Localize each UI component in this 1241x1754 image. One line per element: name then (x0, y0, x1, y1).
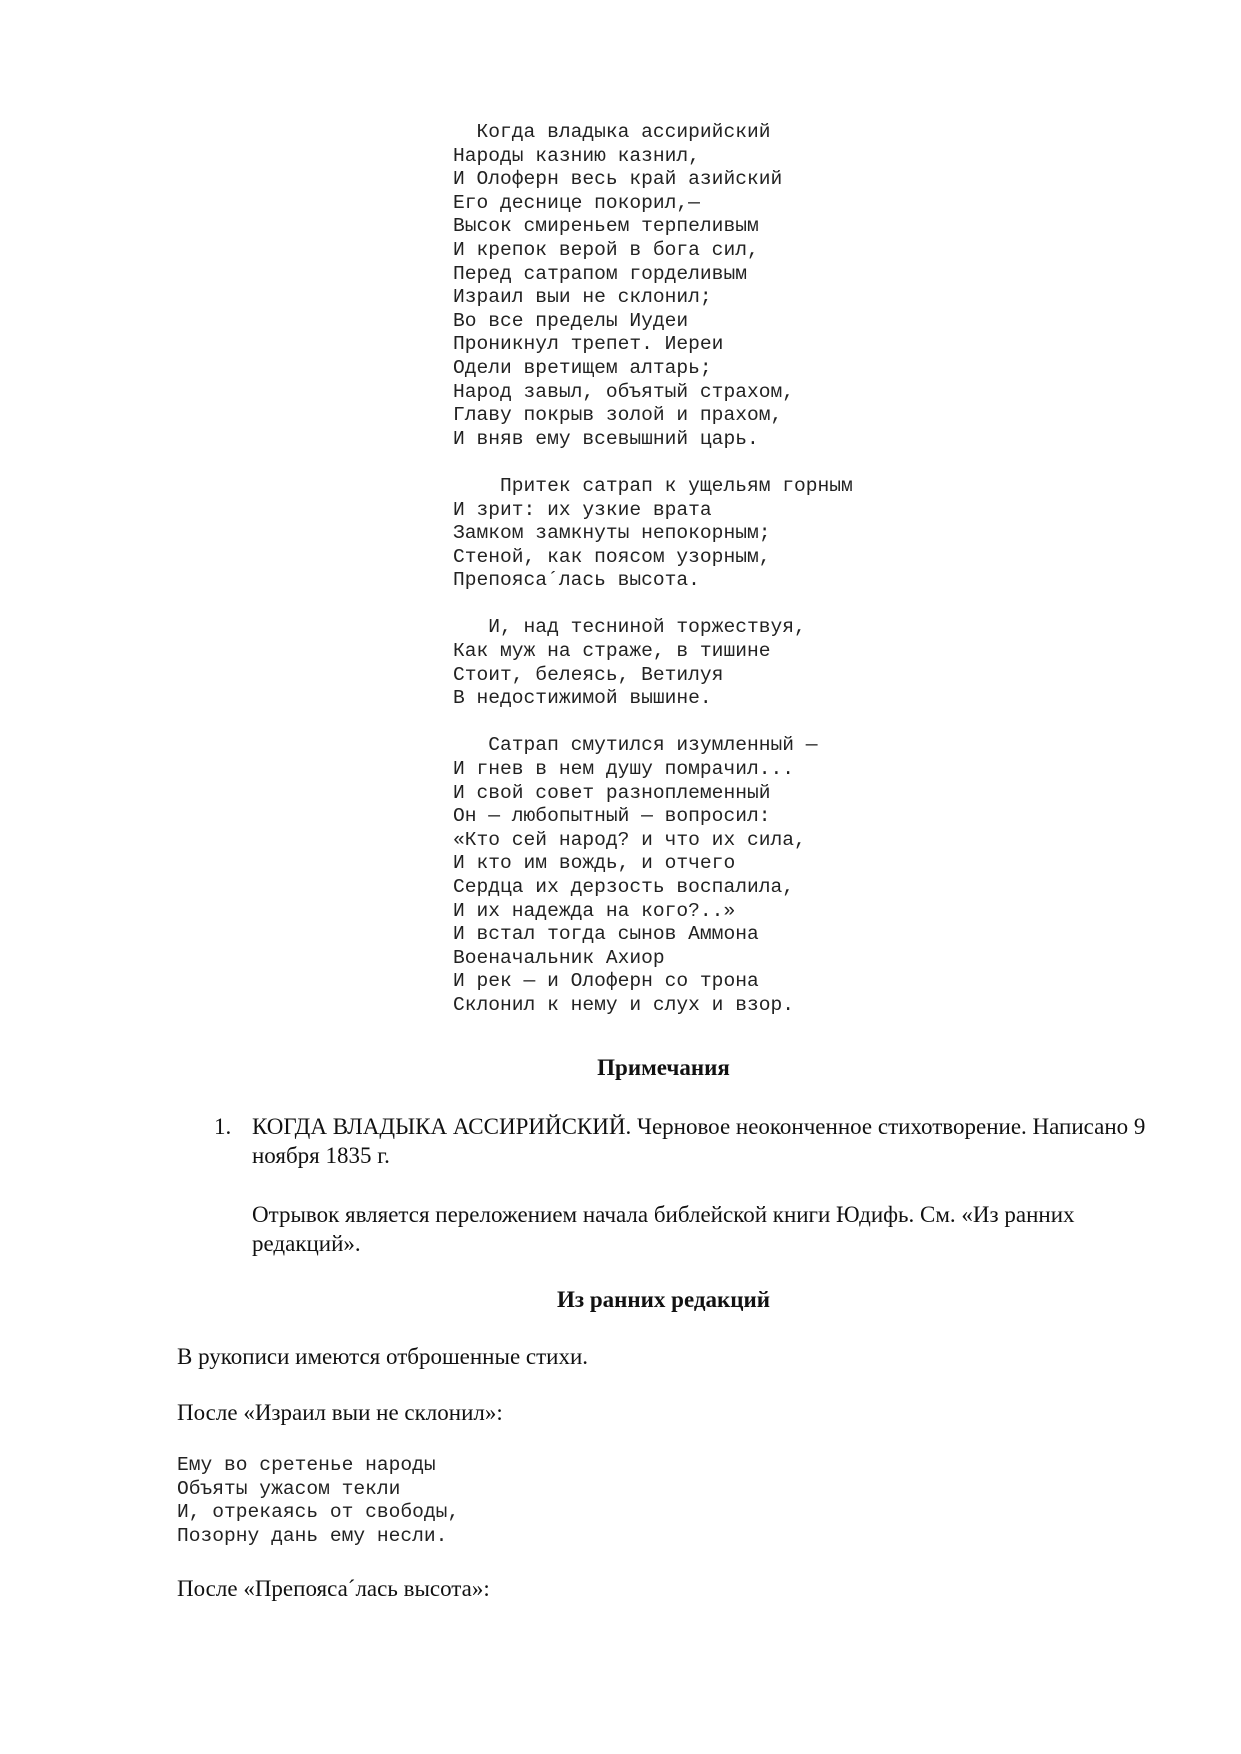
poem-line: И свой совет разноплеменный (453, 781, 771, 804)
poem-line: Стеной, как поясом узорным, (453, 545, 771, 568)
rejected-verses (177, 1454, 459, 1548)
poem-line: Его деснице покорил,— (453, 191, 700, 214)
poem-line: Склонил к нему и слух и взор. (453, 993, 794, 1016)
notes-heading: Примечания (597, 1055, 730, 1080)
early-versions-intro: В рукописи имеются отброшенные стихи. (177, 1344, 589, 1369)
poem-text (453, 121, 853, 1018)
poem-line: Во все пределы Иудеи (453, 309, 689, 332)
poem-line: Он — любопытный — вопросил: (453, 805, 771, 828)
poem-line: Сатрап смутился изумленный — (453, 734, 818, 757)
poem-stanza-1 (453, 121, 853, 451)
poem-line: В недостижимой вышине. (453, 687, 712, 710)
poem-line: Проникнул трепет. Иереи (453, 333, 724, 356)
poem-line: И, над тесниной торжествуя, (453, 616, 806, 639)
poem-stanza-4 (453, 734, 853, 1017)
poem-line: Военачальник Ахиор (453, 946, 665, 969)
poem-line: Перед сатрапом горделивым (453, 262, 747, 285)
note-paragraph: Отрывок является переложением начала библейской книги Юдифь. См. «Из ранних редакций». (252, 1202, 1075, 1256)
rejected-line: И, отрекаясь от свободы, (177, 1501, 460, 1524)
poem-stanza-2 (453, 475, 853, 593)
poem-line: И кто им вождь, и отчего (453, 852, 736, 875)
poem-line: Когда владыка ассирийский (453, 121, 771, 143)
note-item-1 (214, 1112, 1172, 1288)
poem-line: Израил выи не склонил; (453, 286, 712, 309)
poem-line: Как муж на страже, в тишине (453, 640, 771, 663)
poem-line: Народ завыл, объятый страхом, (453, 380, 794, 403)
after-label-1: После «Израил выи не склонил»: (177, 1400, 503, 1425)
poem-line: Высок смиреньем терпеливым (453, 215, 759, 238)
poem-line: «Кто сей народ? и что их сила, (453, 828, 806, 851)
rejected-line: Объяты ужасом текли (177, 1477, 401, 1500)
poem-line: Одели вретищем алтарь; (453, 356, 712, 379)
poem-line: Сердца их дерзость воспалила, (453, 876, 794, 898)
early-versions-heading: Из ранних редакций (556, 1287, 771, 1312)
note-number: 1. (214, 1114, 232, 1139)
poem-line: Народы казнию казнил, (453, 144, 700, 167)
poem-line: Главу покрыв золой и прахом, (453, 404, 783, 427)
poem-line: И крепок верой в бога сил, (453, 238, 759, 261)
poem-line: И вняв ему всевышний царь. (453, 427, 759, 450)
poem-line: И встал тогда сынов Аммона (453, 923, 759, 946)
poem-stanza-3 (453, 616, 853, 710)
poem-line: И Олоферн весь край азийский (453, 168, 783, 191)
rejected-line: Ему во сретенье народы (177, 1454, 436, 1476)
poem-line: Притек сатрап к ущельям горным (453, 474, 853, 497)
poem-line: И их надежда на кого?..» (453, 899, 736, 922)
poem-line: И зрит: их узкие врата (453, 498, 712, 521)
note-paragraph: КОГДА ВЛАДЫКА АССИРИЙСКИЙ. Черновое неоконченное стихотворение. Написано 9 ноября 1835 г. (252, 1114, 1146, 1168)
after-label-2: После «Препояса´лась высота»: (177, 1576, 490, 1601)
poem-line: И рек — и Олоферн со трона (453, 970, 759, 993)
poem-line: И гнев в нем душу помрачил... (453, 758, 794, 781)
poem-line: Стоит, белеясь, Ветилуя (453, 663, 724, 686)
rejected-line: Позорну дань ему несли. (177, 1524, 448, 1547)
poem-line: Препояса´лась высота. (453, 569, 700, 592)
poem-line: Замком замкнуты непокорным; (453, 522, 771, 545)
